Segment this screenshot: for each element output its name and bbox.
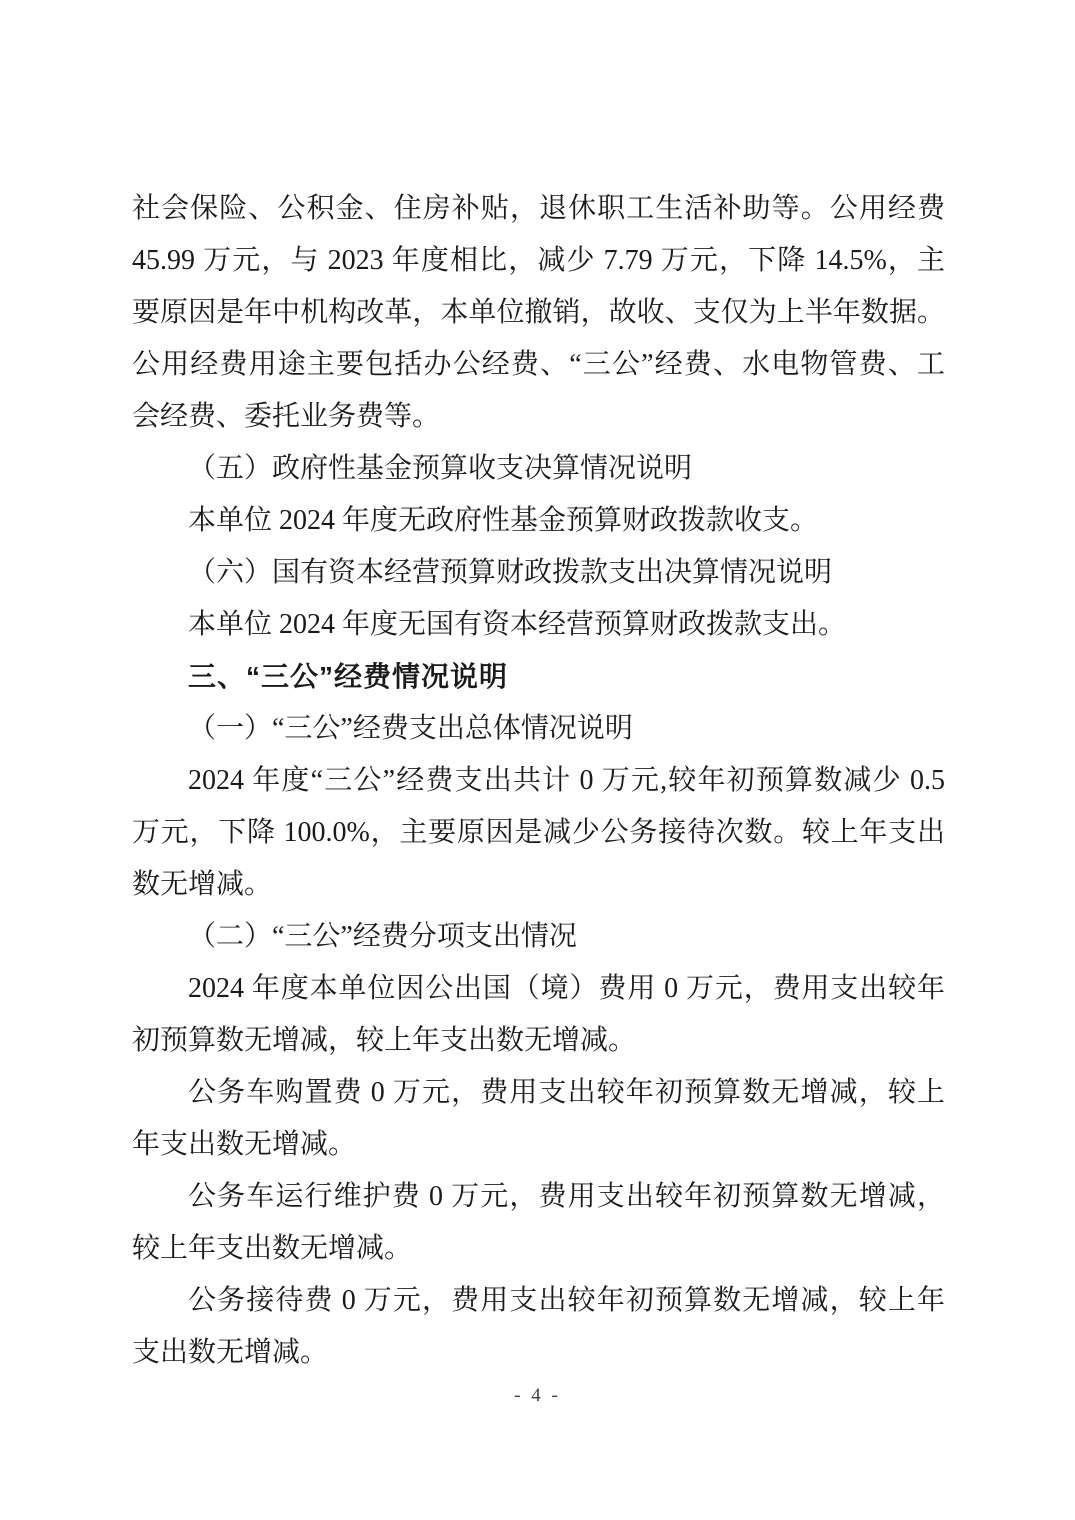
heading-line: （五）政府性基金预算收支决算情况说明	[188, 453, 693, 484]
heading-line: 三、“三公”经费情况说明	[188, 661, 509, 692]
paragraph-overseas-travel	[132, 963, 945, 1067]
text-line: 万元，下降 100.0%，主要原因是减少公务接待次数。较上年支出	[132, 817, 945, 848]
chapter-heading-three-san-gong-expenses	[132, 651, 945, 703]
page-number: - 4 -	[514, 1385, 561, 1406]
paragraph-no-government-fund	[132, 495, 945, 547]
text-line: 社会保险、公积金、住房补贴，退休职工生活补助等。公用经费	[132, 193, 945, 224]
text-line: 本单位 2024 年度无国有资本经营预算财政拨款支出。	[188, 609, 847, 640]
text-line: 初预算数无增减，较上年支出数无增减。	[132, 1025, 637, 1056]
paragraph-vehicle-maintenance	[132, 1171, 945, 1275]
section-heading-2-itemized-expenditure	[132, 911, 945, 963]
paragraph-vehicle-purchase	[132, 1067, 945, 1171]
text-line: 公用经费用途主要包括办公经费、“三公”经费、水电物管费、工	[132, 349, 945, 380]
text-line: 45.99 万元，与 2023 年度相比，减少 7.79 万元，下降 14.5%，主	[132, 245, 945, 276]
section-heading-5-government-fund-budget	[132, 443, 945, 495]
heading-line: （一）“三公”经费支出总体情况说明	[188, 713, 633, 744]
paragraph-sangong-total	[132, 755, 945, 911]
text-line: 数无增减。	[132, 869, 273, 900]
text-line: 会经费、委托业务费等。	[132, 401, 441, 432]
paragraph-no-state-capital	[132, 599, 945, 651]
text-line: 公务接待费 0 万元，费用支出较年初预算数无增减，较上年	[188, 1285, 945, 1316]
text-line: 2024 年度本单位因公出国（境）费用 0 万元，费用支出较年	[188, 973, 945, 1004]
heading-line: （二）“三公”经费分项支出情况	[188, 921, 577, 952]
heading-line: （六）国有资本经营预算财政拨款支出决算情况说明	[188, 557, 833, 588]
text-line: 本单位 2024 年度无政府性基金预算财政拨款收支。	[188, 505, 819, 536]
text-line: 年支出数无增减。	[132, 1129, 357, 1160]
text-line: 较上年支出数无增减。	[132, 1233, 413, 1264]
text-line: 支出数无增减。	[132, 1337, 329, 1368]
section-heading-6-state-capital-budget	[132, 547, 945, 599]
document-body	[132, 183, 945, 1379]
text-line: 公务车运行维护费 0 万元，费用支出较年初预算数无增减，	[188, 1181, 945, 1212]
section-heading-1-overall-expenditure	[132, 703, 945, 755]
paragraph-official-reception	[132, 1275, 945, 1379]
paragraph-public-funds-summary	[132, 183, 945, 443]
text-line: 公务车购置费 0 万元，费用支出较年初预算数无增减，较上	[188, 1077, 945, 1108]
text-line: 要原因是年中机构改革，本单位撤销，故收、支仅为上半年数据。	[132, 297, 945, 328]
text-line: 2024 年度“三公”经费支出共计 0 万元,较年初预算数减少 0.5	[188, 765, 945, 796]
